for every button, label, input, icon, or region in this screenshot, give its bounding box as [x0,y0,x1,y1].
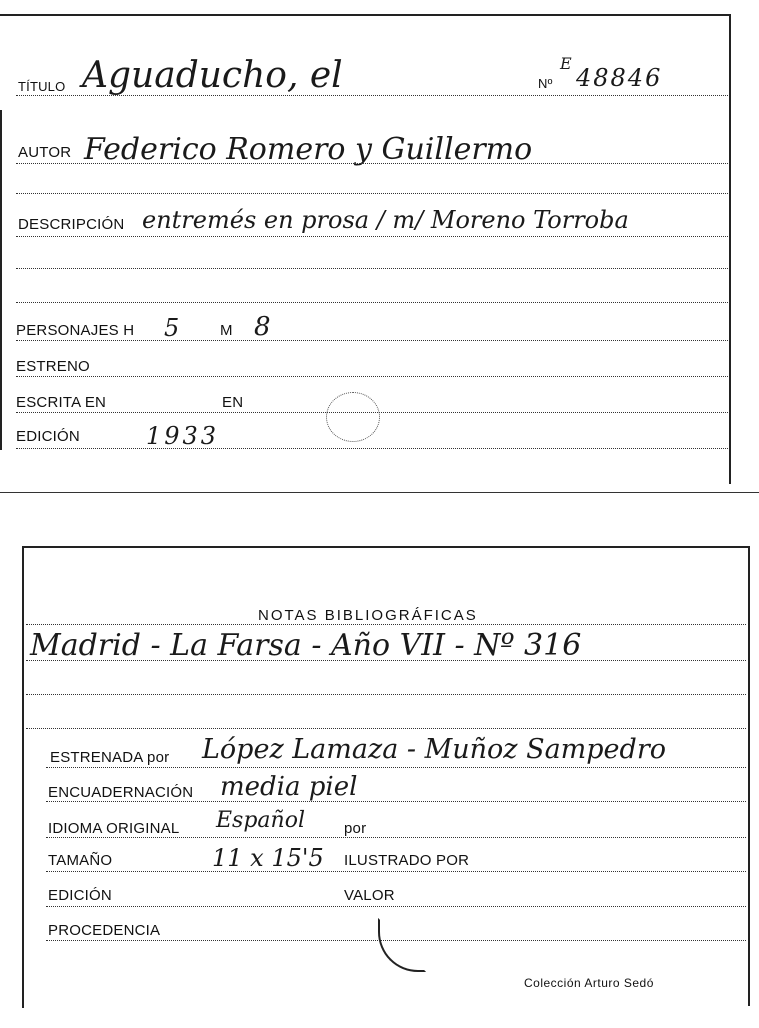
estreno-label: ESTRENO [16,358,90,375]
personajes-m-value: 8 [254,312,271,342]
edicion-value: 1933 [146,422,220,450]
notas-blank-line-2 [26,728,746,729]
valor-label: VALOR [344,887,395,904]
personajes-line [16,340,728,341]
tamano-line [46,871,746,872]
descripcion-label: DESCRIPCIÓN [18,216,125,233]
edicion2-label: EDICIÓN [48,887,112,904]
estrenada-label: ESTRENADA por [50,749,170,766]
por-label: por [344,820,367,837]
ilustrado-label: ILUSTRADO POR [344,852,470,869]
card-divider [0,492,759,493]
numero-prefix: E [560,54,572,73]
personajes-m-label: M [220,322,233,339]
titulo-line [16,95,728,96]
numero-label: Nº [538,76,553,91]
descripcion-line [16,236,728,237]
tamano-label: TAMAÑO [48,852,113,869]
autor-value: Federico Romero y Guillermo [84,132,533,167]
encuadernacion-line [46,801,746,802]
edicion2-line [46,906,746,907]
personajes-label: PERSONAJES H [16,322,135,339]
idioma-label: IDIOMA ORIGINAL [48,820,180,837]
blank-line-1 [16,268,728,269]
idioma-value: Español [216,808,305,833]
numero-value: 48846 [576,64,663,92]
coleccion-label: Colección Arturo Sedó [524,976,654,990]
titulo-value: Aguaducho, el [82,55,343,96]
edicion-line [16,448,728,449]
card2-border-left [22,546,24,1008]
idioma-line [46,837,746,838]
punch-hole-2 [378,918,426,972]
notas-value-line [26,660,746,661]
autor-line [16,163,728,164]
personajes-h-value: 5 [164,314,180,342]
card1-border-top [0,14,731,16]
card2-border-top [22,546,750,548]
edicion-label: EDICIÓN [16,428,80,445]
blank-line-2 [16,302,728,303]
card2-border-right [748,546,750,1006]
punch-hole-1 [326,392,380,442]
estrenada-value: López Lamaza - Muñoz Sampedro [202,734,666,765]
estrenada-line [46,767,746,768]
en-label: EN [222,394,244,411]
card1-border-left [0,110,2,450]
card1-border-right [729,14,731,484]
titulo-label: TÍTULO [18,79,66,94]
notas-label: NOTAS BIBLIOGRÁFICAS [258,607,478,624]
procedencia-label: PROCEDENCIA [48,922,161,939]
descripcion-value: entremés en prosa / m/ Moreno Torroba [142,206,629,234]
notas-line [26,624,746,625]
escrita-en-label: ESCRITA EN [16,394,107,411]
autor-label: AUTOR [18,144,72,161]
estreno-line [16,376,728,377]
encuadernacion-value: media piel [220,772,358,802]
tamano-value: 11 x 15'5 [212,844,324,872]
encuadernacion-label: ENCUADERNACIÓN [48,784,194,801]
autor-line-2 [16,193,728,194]
notas-value: Madrid - La Farsa - Año VII - Nº 316 [30,628,582,663]
notas-blank-line-1 [26,694,746,695]
